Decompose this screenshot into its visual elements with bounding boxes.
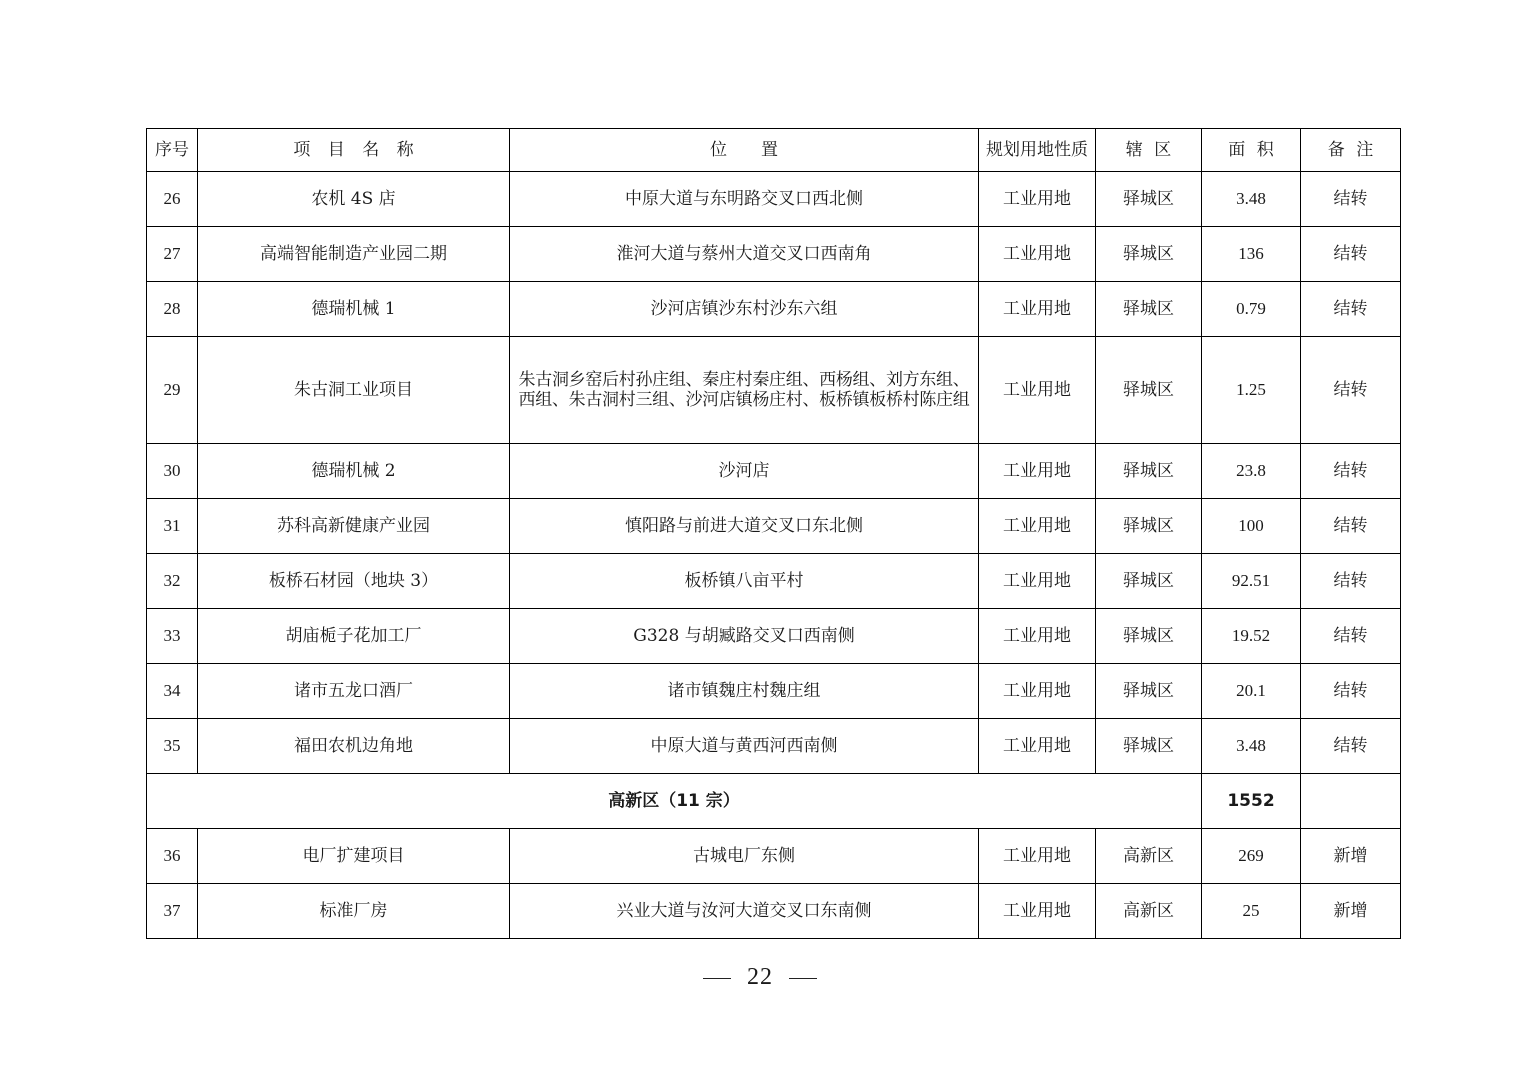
cell-name: 朱古洞工业项目 [198, 337, 510, 444]
table-row [147, 829, 1401, 884]
location-line: 板桥镇八亩平村 [684, 570, 804, 591]
location-line: 沙河店镇沙东村沙东六组 [650, 298, 838, 319]
cell-name: 高端智能制造产业园二期 [198, 227, 510, 282]
table-row [147, 884, 1401, 939]
cell-land-use: 工业用地 [979, 444, 1096, 499]
header-no: 序号 [147, 129, 198, 172]
section-label: 高新区（11 宗） [147, 774, 1202, 829]
cell-area: 3.48 [1202, 172, 1301, 227]
cell-district: 驿城区 [1096, 554, 1202, 609]
cell-name: 德瑞机械 1 [198, 282, 510, 337]
table-body [147, 172, 1401, 939]
cell-district: 驿城区 [1096, 609, 1202, 664]
cell-note: 结转 [1301, 444, 1401, 499]
cell-location [510, 884, 979, 939]
cell-area: 19.52 [1202, 609, 1301, 664]
cell-land-use: 工业用地 [979, 719, 1096, 774]
cell-name: 福田农机边角地 [198, 719, 510, 774]
page-number-text: 22 [747, 964, 773, 990]
cell-district: 驿城区 [1096, 172, 1202, 227]
cell-no: 34 [147, 664, 198, 719]
cell-note: 结转 [1301, 499, 1401, 554]
cell-name: 德瑞机械 2 [198, 444, 510, 499]
cell-district: 驿城区 [1096, 664, 1202, 719]
cell-location [510, 172, 979, 227]
location-line: 沙河店 [718, 460, 770, 481]
cell-area: 269 [1202, 829, 1301, 884]
cell-no: 27 [147, 227, 198, 282]
cell-no: 31 [147, 499, 198, 554]
cell-district: 高新区 [1096, 884, 1202, 939]
header-location: 位 置 [510, 129, 979, 172]
cell-note: 结转 [1301, 554, 1401, 609]
land-use-table [146, 128, 1401, 939]
location-line: 朱古洞乡窑后村孙庄组、秦庄村秦庄组、西杨组、刘方东组、 [518, 369, 970, 390]
header-note: 备 注 [1301, 129, 1401, 172]
cell-note: 结转 [1301, 282, 1401, 337]
cell-land-use: 工业用地 [979, 282, 1096, 337]
cell-name: 农机 4S 店 [198, 172, 510, 227]
cell-note: 新增 [1301, 884, 1401, 939]
cell-location [510, 829, 979, 884]
table-row [147, 282, 1401, 337]
location-line: 淮河大道与蔡州大道交叉口西南角 [616, 243, 872, 264]
cell-note: 结转 [1301, 172, 1401, 227]
cell-district: 驿城区 [1096, 499, 1202, 554]
cell-no: 29 [147, 337, 198, 444]
cell-land-use: 工业用地 [979, 227, 1096, 282]
location-line: 慎阳路与前进大道交叉口东北侧 [625, 515, 863, 536]
cell-area: 20.1 [1202, 664, 1301, 719]
cell-district: 驿城区 [1096, 227, 1202, 282]
cell-area: 3.48 [1202, 719, 1301, 774]
cell-note: 结转 [1301, 227, 1401, 282]
cell-area: 92.51 [1202, 554, 1301, 609]
cell-location [510, 444, 979, 499]
cell-no: 35 [147, 719, 198, 774]
cell-area: 100 [1202, 499, 1301, 554]
cell-land-use: 工业用地 [979, 829, 1096, 884]
table-row [147, 337, 1401, 444]
table-row [147, 227, 1401, 282]
cell-location [510, 719, 979, 774]
cell-location [510, 337, 979, 444]
header-land-use: 规划用地性质 [979, 129, 1096, 172]
cell-no: 37 [147, 884, 198, 939]
page-dash-left [703, 978, 731, 979]
cell-location [510, 499, 979, 554]
cell-land-use: 工业用地 [979, 554, 1096, 609]
location-line: 中原大道与黄西河西南侧 [650, 735, 838, 756]
cell-note: 结转 [1301, 664, 1401, 719]
section-row [147, 774, 1401, 829]
cell-note: 结转 [1301, 609, 1401, 664]
section-note [1301, 774, 1401, 829]
table-row [147, 719, 1401, 774]
cell-no: 28 [147, 282, 198, 337]
table-row [147, 499, 1401, 554]
location-line: 古城电厂东侧 [693, 845, 795, 866]
cell-location [510, 282, 979, 337]
cell-no: 33 [147, 609, 198, 664]
section-area: 1552 [1202, 774, 1301, 829]
table-header-row [147, 129, 1401, 172]
location-line: 西组、朱古洞村三组、沙河店镇杨庄村、板桥镇板桥村陈庄组 [518, 390, 970, 410]
cell-name: 胡庙栀子花加工厂 [198, 609, 510, 664]
cell-name: 苏科高新健康产业园 [198, 499, 510, 554]
cell-area: 23.8 [1202, 444, 1301, 499]
cell-area: 136 [1202, 227, 1301, 282]
cell-district: 驿城区 [1096, 337, 1202, 444]
cell-area: 1.25 [1202, 337, 1301, 444]
cell-area: 25 [1202, 884, 1301, 939]
cell-note: 结转 [1301, 337, 1401, 444]
cell-land-use: 工业用地 [979, 337, 1096, 444]
table-row [147, 444, 1401, 499]
table-row [147, 554, 1401, 609]
cell-district: 驿城区 [1096, 282, 1202, 337]
page-dash-right [789, 978, 817, 979]
cell-district: 驿城区 [1096, 719, 1202, 774]
cell-location [510, 664, 979, 719]
cell-name: 标准厂房 [198, 884, 510, 939]
cell-no: 36 [147, 829, 198, 884]
location-line: 中原大道与东明路交叉口西北侧 [625, 188, 863, 209]
cell-no: 32 [147, 554, 198, 609]
table-row [147, 664, 1401, 719]
table-row [147, 609, 1401, 664]
cell-no: 26 [147, 172, 198, 227]
location-line: 兴业大道与汝河大道交叉口东南侧 [616, 900, 872, 921]
cell-land-use: 工业用地 [979, 884, 1096, 939]
location-line: G328 与胡臧路交叉口西南侧 [633, 625, 855, 646]
cell-location [510, 609, 979, 664]
header-name: 项 目 名 称 [198, 129, 510, 172]
cell-district: 驿城区 [1096, 444, 1202, 499]
cell-note: 新增 [1301, 829, 1401, 884]
cell-name: 板桥石材园（地块 3） [198, 554, 510, 609]
location-line: 诸市镇魏庄村魏庄组 [667, 680, 821, 701]
cell-name: 诸市五龙口酒厂 [198, 664, 510, 719]
cell-land-use: 工业用地 [979, 609, 1096, 664]
cell-district: 高新区 [1096, 829, 1202, 884]
cell-note: 结转 [1301, 719, 1401, 774]
page-number [0, 964, 1520, 991]
cell-no: 30 [147, 444, 198, 499]
cell-area: 0.79 [1202, 282, 1301, 337]
header-area: 面 积 [1202, 129, 1301, 172]
table-row [147, 172, 1401, 227]
cell-name: 电厂扩建项目 [198, 829, 510, 884]
cell-land-use: 工业用地 [979, 172, 1096, 227]
cell-location [510, 227, 979, 282]
header-district: 辖 区 [1096, 129, 1202, 172]
cell-location [510, 554, 979, 609]
cell-land-use: 工业用地 [979, 664, 1096, 719]
cell-land-use: 工业用地 [979, 499, 1096, 554]
